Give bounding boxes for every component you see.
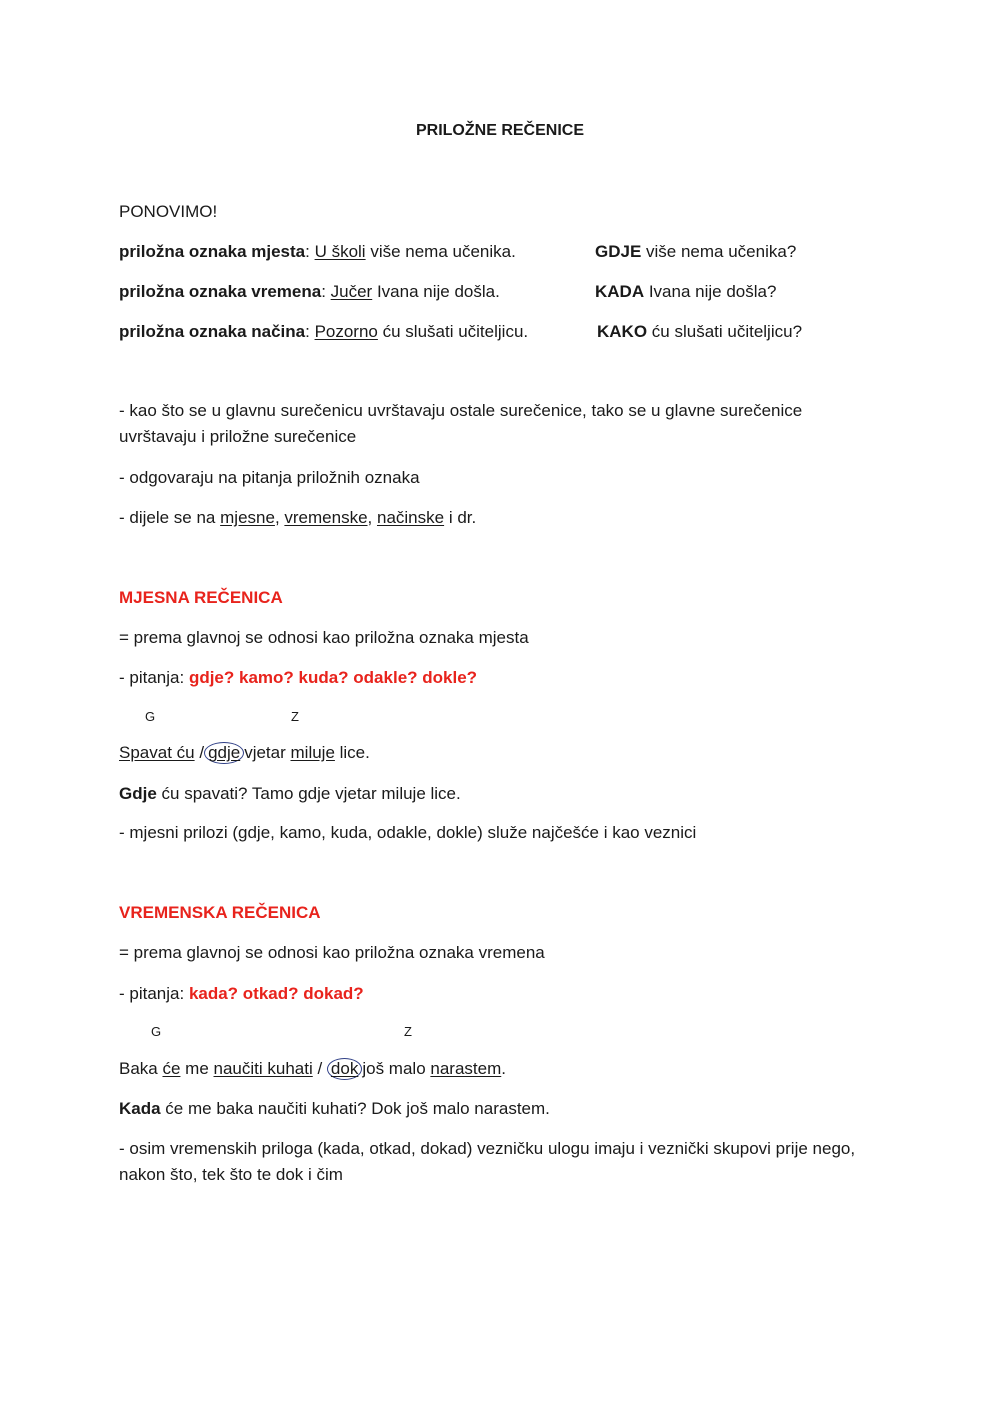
recap-question-manner: KAKO ću slušati učiteljicu? (597, 322, 803, 341)
recap-underlined: Pozorno (314, 322, 378, 341)
mjesna-example: Spavat ću / gdje vjetar miluje lice. (119, 743, 370, 762)
recap-term: priložna oznaka načina (119, 322, 306, 341)
recap-row-place: priložna oznaka mjesta: U školi više nema učenika. (119, 242, 516, 261)
recap-term: priložna oznaka vremena (119, 282, 322, 301)
main-clause-mark: G (151, 1024, 162, 1039)
intro-text: PONOVIMO! (119, 202, 218, 221)
section-heading-vremenska: VREMENSKA REČENICA (119, 903, 321, 922)
recap-row-time: priložna oznaka vremena: Jučer Ivana nije došla. (119, 282, 500, 301)
vremenska-note: - osim vremenskih priloga (kada, otkad, dokad) vezničku ulogu imaju i veznički skupovi prije nego, nakon što, tek što te dok i čim (119, 1139, 856, 1184)
main-clause-mark: G (145, 709, 156, 724)
vremenska-question-answer: Kada će me baka naučiti kuhati? Dok još malo narastem. (119, 1099, 550, 1118)
recap-underlined: U školi (314, 242, 366, 261)
recap-row-manner: priložna oznaka načina: Pozorno ću slušati učiteljicu. (119, 322, 529, 341)
vremenska-questions: - pitanja: kada? otkad? dokad? (119, 984, 364, 1003)
recap-question-place: GDJE više nema učenika? (595, 242, 797, 261)
recap-term: priložna oznaka mjesta (119, 242, 306, 261)
circled-conjunction: dok (327, 1058, 362, 1080)
note-1: - kao što se u glavnu surečenicu uvrštavaju ostale surečenice, tako se u glavne surečenice uvrštavaju i priložne surečenice (119, 401, 803, 446)
recap-question-time: KADA Ivana nije došla? (595, 282, 777, 301)
note-3: - dijele se na mjesne, vremenske, načinske i dr. (119, 508, 477, 527)
page-title: PRILOŽNE REČENICE (415, 122, 584, 139)
mjesna-definition: = prema glavnoj se odnosi kao priložna oznaka mjesta (119, 628, 529, 647)
mjesna-note: - mjesni prilozi (gdje, kamo, kuda, odakle, dokle) služe najčešće i kao veznici (119, 823, 697, 842)
dependent-clause-mark: Z (291, 709, 299, 724)
recap-underlined: Jučer (330, 282, 373, 301)
vremenska-definition: = prema glavnoj se odnosi kao priložna oznaka vremena (119, 943, 545, 962)
dependent-clause-mark: Z (404, 1024, 412, 1039)
circled-conjunction: gdje (204, 742, 244, 764)
section-heading-mjesna: MJESNA REČENICA (119, 588, 283, 607)
vremenska-example: Baka će me naučiti kuhati / dok još malo narastem. (119, 1059, 506, 1078)
mjesna-questions: - pitanja: gdje? kamo? kuda? odakle? dokle? (119, 668, 478, 687)
mjesna-question-answer: Gdje ću spavati? Tamo gdje vjetar miluje lice. (119, 784, 461, 803)
note-2: - odgovaraju na pitanja priložnih oznaka (119, 468, 420, 487)
